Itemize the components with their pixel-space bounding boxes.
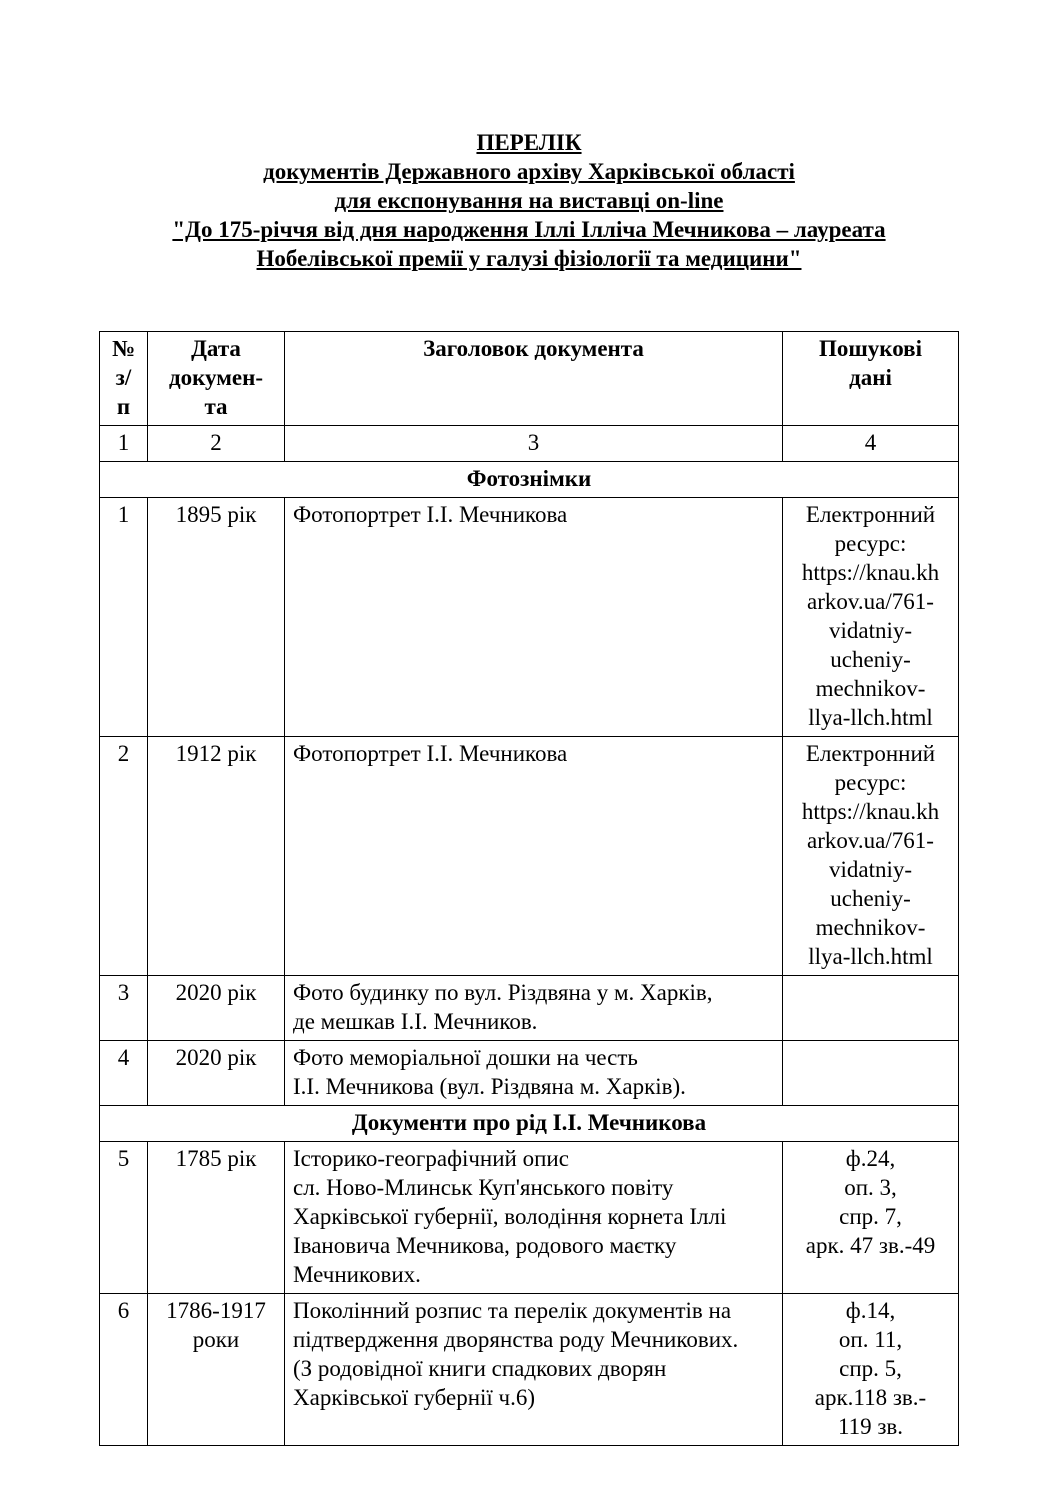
cell-heading-line: Фотопортрет І.І. Мечникова	[293, 741, 568, 766]
cell-heading-line: де мешкав І.І. Мечников.	[293, 1009, 538, 1034]
cell-date-line: роки	[192, 1327, 240, 1352]
cell-search-line: оп. 3,	[844, 1175, 897, 1200]
cell-date	[148, 976, 285, 1041]
cell-search-line: оп. 11,	[838, 1327, 903, 1352]
cell-heading	[285, 976, 783, 1041]
cell-number: 4	[100, 1041, 148, 1106]
column-number: 2	[148, 426, 285, 462]
column-number: 3	[285, 426, 783, 462]
cell-heading-line: Фото меморіальної дошки на честь	[293, 1045, 638, 1070]
table-body	[100, 462, 959, 1446]
cell-search-line: ресурс:	[834, 770, 907, 795]
cell-search-data	[783, 737, 959, 976]
table-header-row	[100, 332, 959, 426]
cell-search-line: https://knau.kh	[801, 560, 940, 585]
column-number: 1	[100, 426, 148, 462]
title-line-5: Нобелівської премії у галузі фізіології та медицини"	[256, 246, 802, 271]
cell-date	[148, 498, 285, 737]
cell-date-line: 1785 рік	[175, 1146, 257, 1171]
cell-search-line: ресурс:	[834, 531, 907, 556]
cell-search-line: ucheniy-	[830, 886, 911, 911]
cell-date-line: 2020 рік	[175, 1045, 257, 1070]
cell-search-data	[783, 1041, 959, 1106]
cell-search-line: арк. 47 зв.-49	[805, 1233, 936, 1258]
table-row	[100, 498, 959, 737]
cell-date-line: 2020 рік	[175, 980, 257, 1005]
cell-search-line: ucheniy-	[830, 647, 911, 672]
cell-search-line: 119 зв.	[837, 1414, 904, 1439]
section-row	[100, 462, 959, 498]
documents-table	[99, 331, 959, 1446]
cell-heading-line: Фотопортрет І.І. Мечникова	[293, 502, 568, 527]
section-title: Фотознімки	[100, 462, 959, 498]
cell-search-data	[783, 498, 959, 737]
cell-search-line: спр. 7,	[839, 1204, 902, 1229]
table-row	[100, 1294, 959, 1446]
cell-search-line: Електронний	[805, 741, 936, 766]
cell-date-line: 1786-1917	[166, 1298, 266, 1323]
cell-search-line: llya-llch.html	[808, 705, 933, 730]
cell-search-line: vidatniy-	[828, 618, 913, 643]
table-row	[100, 1041, 959, 1106]
header-search-data	[783, 332, 959, 426]
cell-search-line: ф.24,	[845, 1146, 896, 1171]
cell-heading-line: Фото будинку по вул. Різдвяна у м. Харків,	[293, 980, 713, 1005]
header-heading-line: Заголовок документа	[423, 336, 644, 361]
cell-heading-line: Харківської губернії, володіння корнета Іллі	[293, 1204, 727, 1229]
cell-date-line: 1895 рік	[175, 502, 257, 527]
cell-search-data	[783, 1294, 959, 1446]
document-title	[0, 128, 1058, 273]
cell-heading	[285, 1041, 783, 1106]
header-number-line: з/	[115, 365, 132, 390]
table-row	[100, 1142, 959, 1294]
cell-search-line: спр. 5,	[839, 1356, 902, 1381]
cell-heading-line: Харківської губернії ч.6)	[293, 1385, 536, 1410]
cell-search-line: ф.14,	[845, 1298, 896, 1323]
cell-date	[148, 1142, 285, 1294]
column-number: 4	[783, 426, 959, 462]
cell-search-line: arkov.ua/761-	[807, 589, 934, 614]
title-line-3: для експонування на виставці on-line	[334, 188, 724, 213]
cell-search-line: mechnikov-	[815, 676, 926, 701]
cell-heading-line: підтвердження дворянства роду Мечникових.	[293, 1327, 739, 1352]
cell-date-line: 1912 рік	[175, 741, 257, 766]
header-search-line: Пошукові	[819, 336, 922, 361]
column-numbers-row	[100, 426, 959, 462]
cell-search-line: арк.118 зв.-	[814, 1385, 927, 1410]
header-date-line: Дата	[191, 336, 241, 361]
header-number-line: №	[111, 336, 136, 361]
header-number	[100, 332, 148, 426]
cell-date	[148, 1041, 285, 1106]
table-row	[100, 976, 959, 1041]
cell-heading	[285, 498, 783, 737]
cell-search-line: llya-llch.html	[808, 944, 933, 969]
header-date-line: докумен-	[168, 365, 264, 390]
header-date-line: та	[204, 394, 228, 419]
cell-heading	[285, 1294, 783, 1446]
section-row	[100, 1106, 959, 1142]
cell-heading	[285, 1142, 783, 1294]
cell-number: 5	[100, 1142, 148, 1294]
cell-date	[148, 1294, 285, 1446]
cell-search-data	[783, 976, 959, 1041]
cell-search-line: arkov.ua/761-	[807, 828, 934, 853]
header-date	[148, 332, 285, 426]
cell-heading-line: Івановича Мечникова, родового маєтку	[293, 1233, 677, 1258]
header-heading	[285, 332, 783, 426]
cell-search-line: mechnikov-	[815, 915, 926, 940]
cell-heading-line: Поколінний розпис та перелік документів на	[293, 1298, 732, 1323]
cell-date	[148, 737, 285, 976]
cell-number: 6	[100, 1294, 148, 1446]
cell-search-line: Електронний	[805, 502, 936, 527]
header-search-line: дані	[849, 365, 892, 390]
table-row	[100, 737, 959, 976]
cell-heading-line: І.І. Мечникова (вул. Різдвяна м. Харків).	[293, 1074, 686, 1099]
cell-heading-line: сл. Ново-Млинськ Куп'янського повіту	[293, 1175, 674, 1200]
cell-number: 3	[100, 976, 148, 1041]
cell-heading-line: Мечникових.	[293, 1262, 421, 1287]
section-title: Документи про рід І.І. Мечникова	[100, 1106, 959, 1142]
title-line-1: ПЕРЕЛІК	[476, 130, 582, 155]
title-line-4: "До 175-річчя від дня народження Іллі Ілліча Мечникова – лауреата	[172, 217, 886, 242]
title-line-2: документів Державного архіву Харківської області	[263, 159, 795, 184]
cell-heading-line: Історико-географічний опис	[293, 1146, 569, 1171]
cell-search-data	[783, 1142, 959, 1294]
cell-number: 2	[100, 737, 148, 976]
cell-heading-line: (З родовідної книги спадкових дворян	[293, 1356, 667, 1381]
cell-number: 1	[100, 498, 148, 737]
cell-search-line: vidatniy-	[828, 857, 913, 882]
header-number-line: п	[116, 394, 131, 419]
cell-heading	[285, 737, 783, 976]
cell-search-line: https://knau.kh	[801, 799, 940, 824]
